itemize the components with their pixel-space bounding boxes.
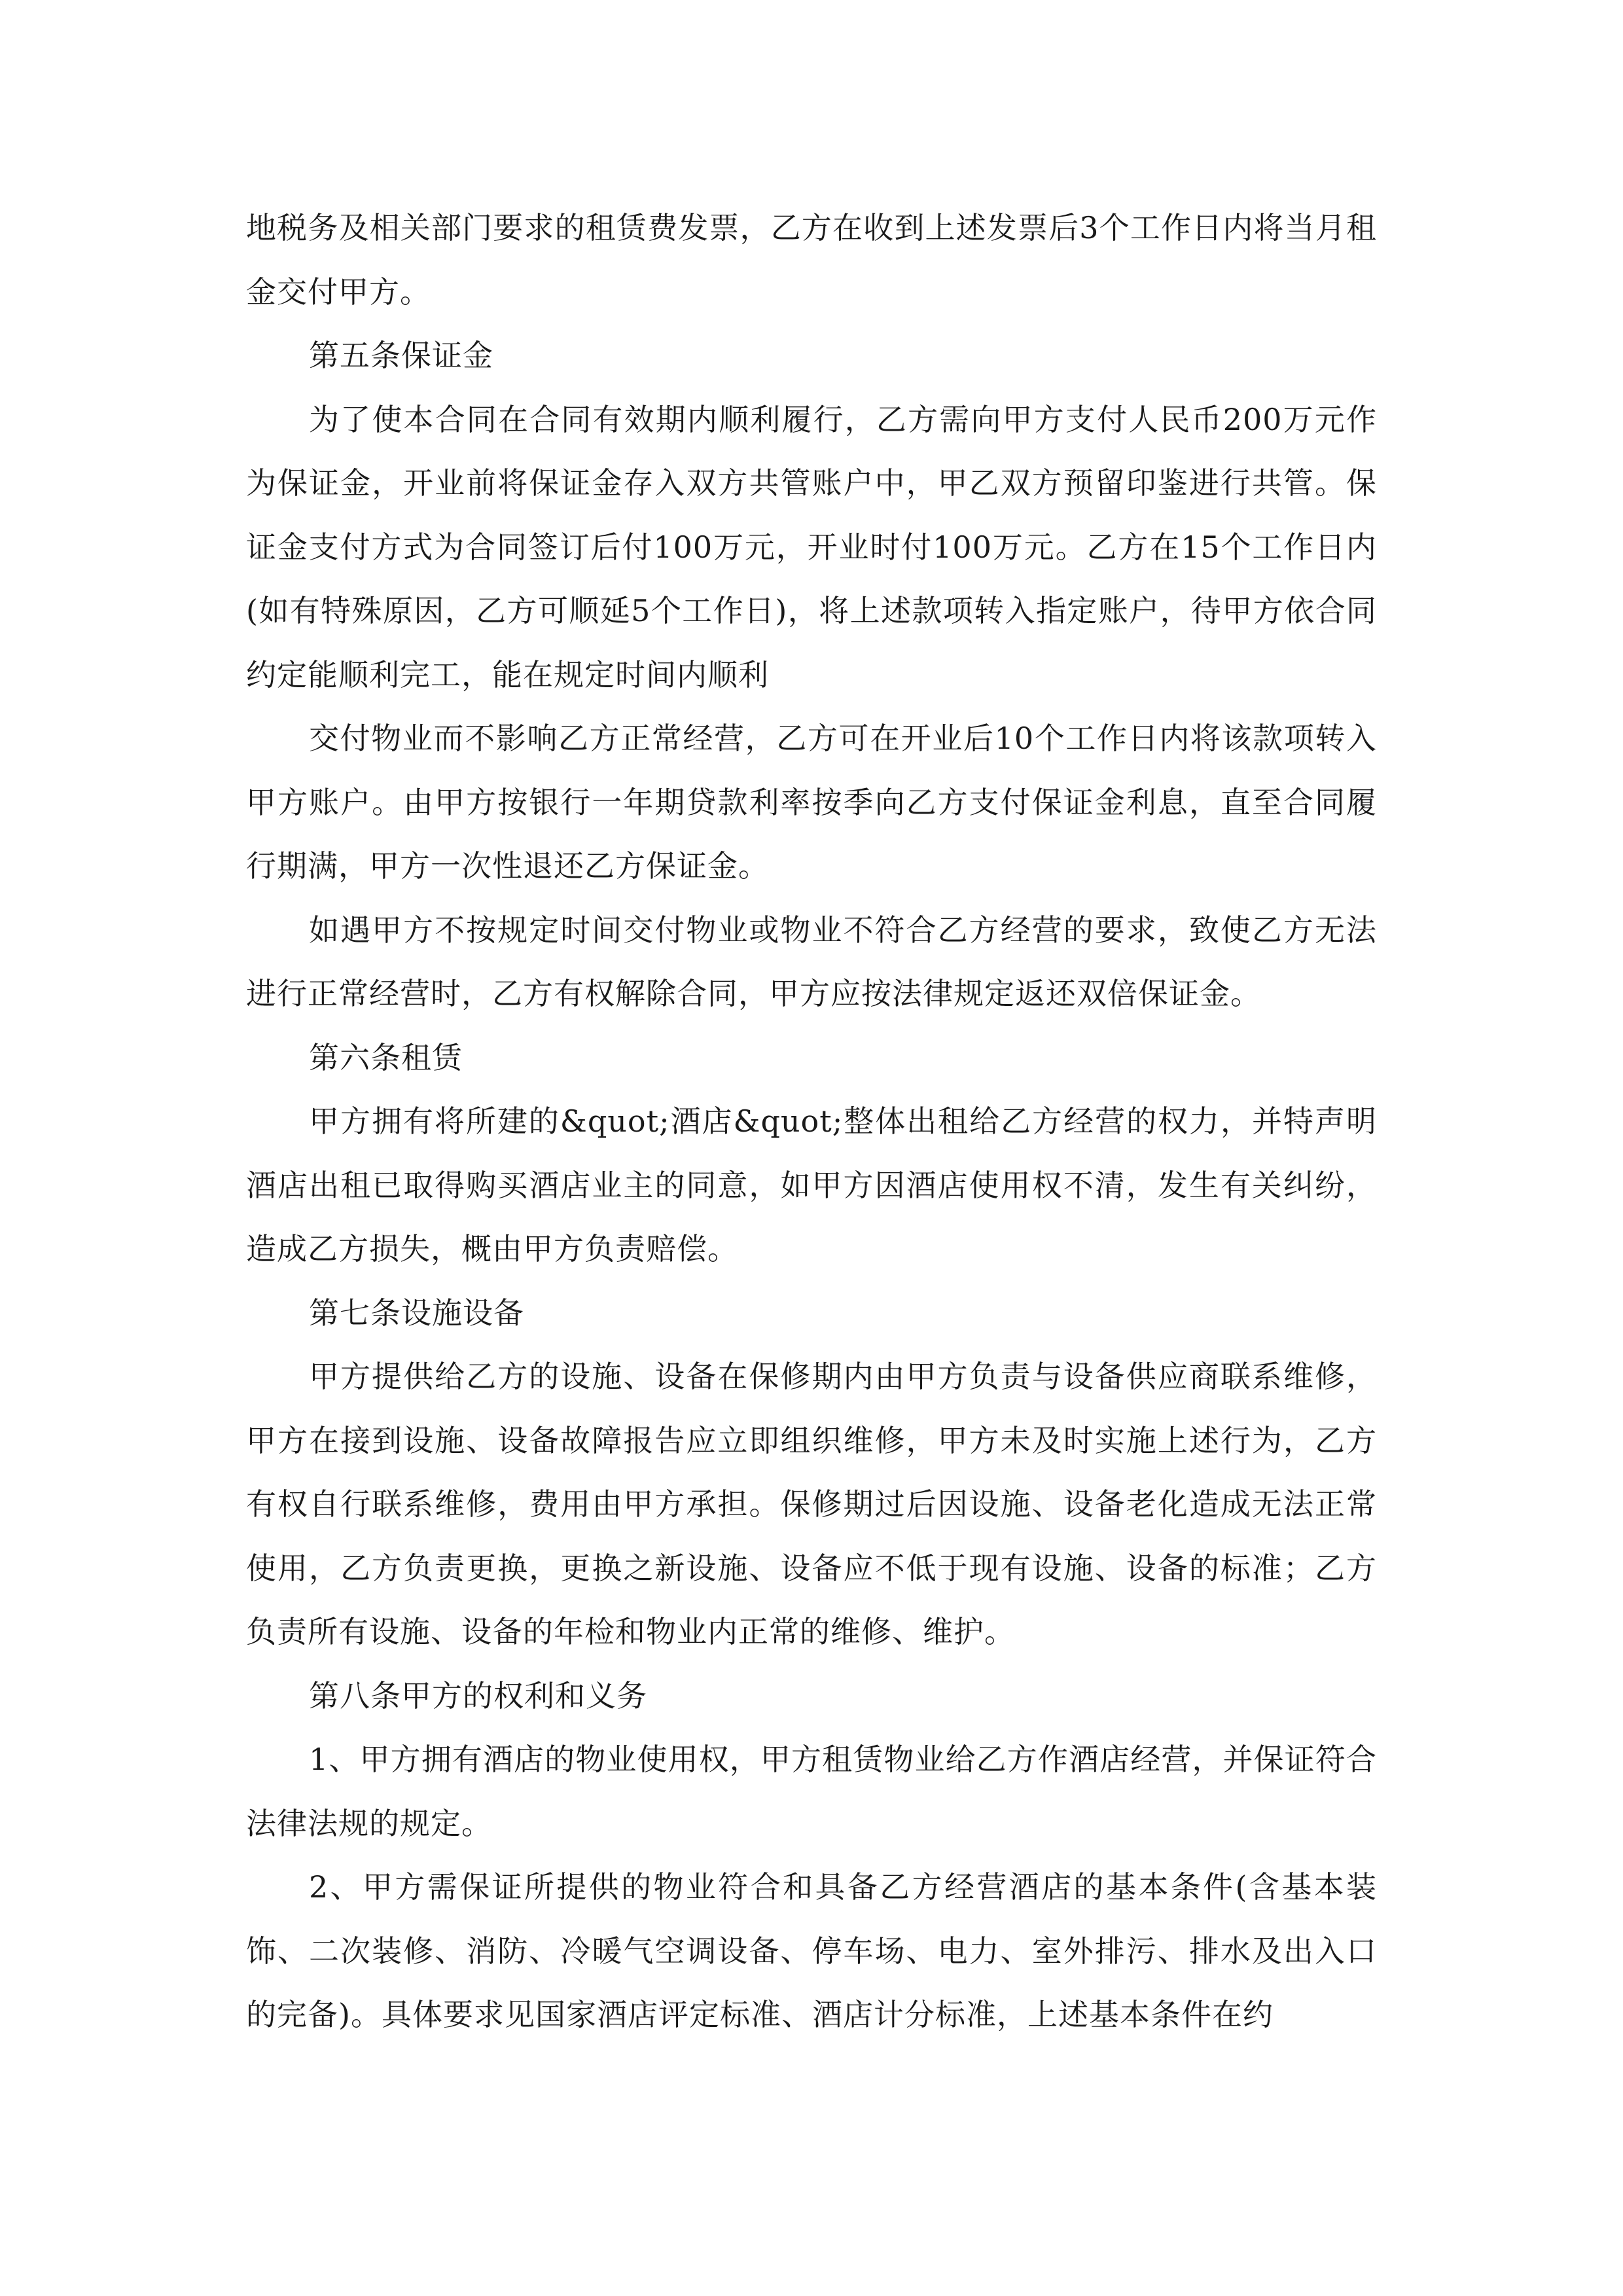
paragraph-deposit-transfer: 交付物业而不影响乙方正常经营，乙方可在开业后10个工作日内将该款项转入甲方账户。由甲方按银行一年期贷款利率按季向乙方支付保证金利息，直至合同履行期满，甲方一次性退还乙方保证金。 — [246, 721, 1377, 884]
paragraph-deposit-payment: 为了使本合同在合同有效期内顺利履行，乙方需向甲方支付人民币200万元作为保证金，开业前将保证金存入双方共管账户中，甲乙双方预留印鉴进行共管。保证金支付方式为合同签订后付100万元，开业时付100万元。乙方在15个工作日内(如有特殊原因，乙方可顺延5个工作日)，将上述款项转入指定账户，待甲方依合同约定能顺利完工，能在规定时间内顺利 — [246, 401, 1377, 692]
heading-article-8: 第八条甲方的权利和义务 — [309, 1677, 647, 1713]
paragraph-lease: 甲方拥有将所建的&quot;酒店&quot;整体出租给乙方经营的权力，并特声明酒店出租已取得购买酒店业主的同意，如甲方因酒店使用权不清，发生有关纠纷，造成乙方损失，概由甲方负责赔偿。 — [246, 1103, 1377, 1266]
heading-article-5: 第五条保证金 — [309, 338, 493, 373]
paragraph-deposit-double-return: 如遇甲方不按规定时间交付物业或物业不符合乙方经营的要求，致使乙方无法进行正常经营时，乙方有权解除合同，甲方应按法律规定返还双倍保证金。 — [246, 912, 1377, 1011]
document-body — [246, 196, 1377, 2047]
paragraph-party-a-item-2: 2、甲方需保证所提供的物业符合和具备乙方经营酒店的基本条件(含基本装饰、二次装修、消防、冷暖气空调设备、停车场、电力、室外排污、排水及出入口的完备)。具体要求见国家酒店评定标准、酒店计分标准，上述基本条件在约 — [246, 1869, 1377, 2032]
heading-article-6: 第六条租赁 — [309, 1039, 463, 1075]
paragraph-party-a-item-1: 1、甲方拥有酒店的物业使用权，甲方租赁物业给乙方作酒店经营，并保证符合法律法规的规定。 — [246, 1742, 1377, 1841]
paragraph-rent-invoice: 地税务及相关部门要求的租赁费发票，乙方在收到上述发票后3个工作日内将当月租金交付甲方。 — [246, 210, 1377, 310]
heading-article-7: 第七条设施设备 — [309, 1295, 524, 1331]
paragraph-facilities: 甲方提供给乙方的设施、设备在保修期内由甲方负责与设备供应商联系维修，甲方在接到设施、设备故障报告应立即组织维修，甲方未及时实施上述行为，乙方有权自行联系维修，费用由甲方承担。保修期过后因设施、设备老化造成无法正常使用，乙方负责更换，更换之新设施、设备应不低于现有设施、设备的标准；乙方负责所有设施、设备的年检和物业内正常的维修、维护。 — [246, 1359, 1377, 1649]
